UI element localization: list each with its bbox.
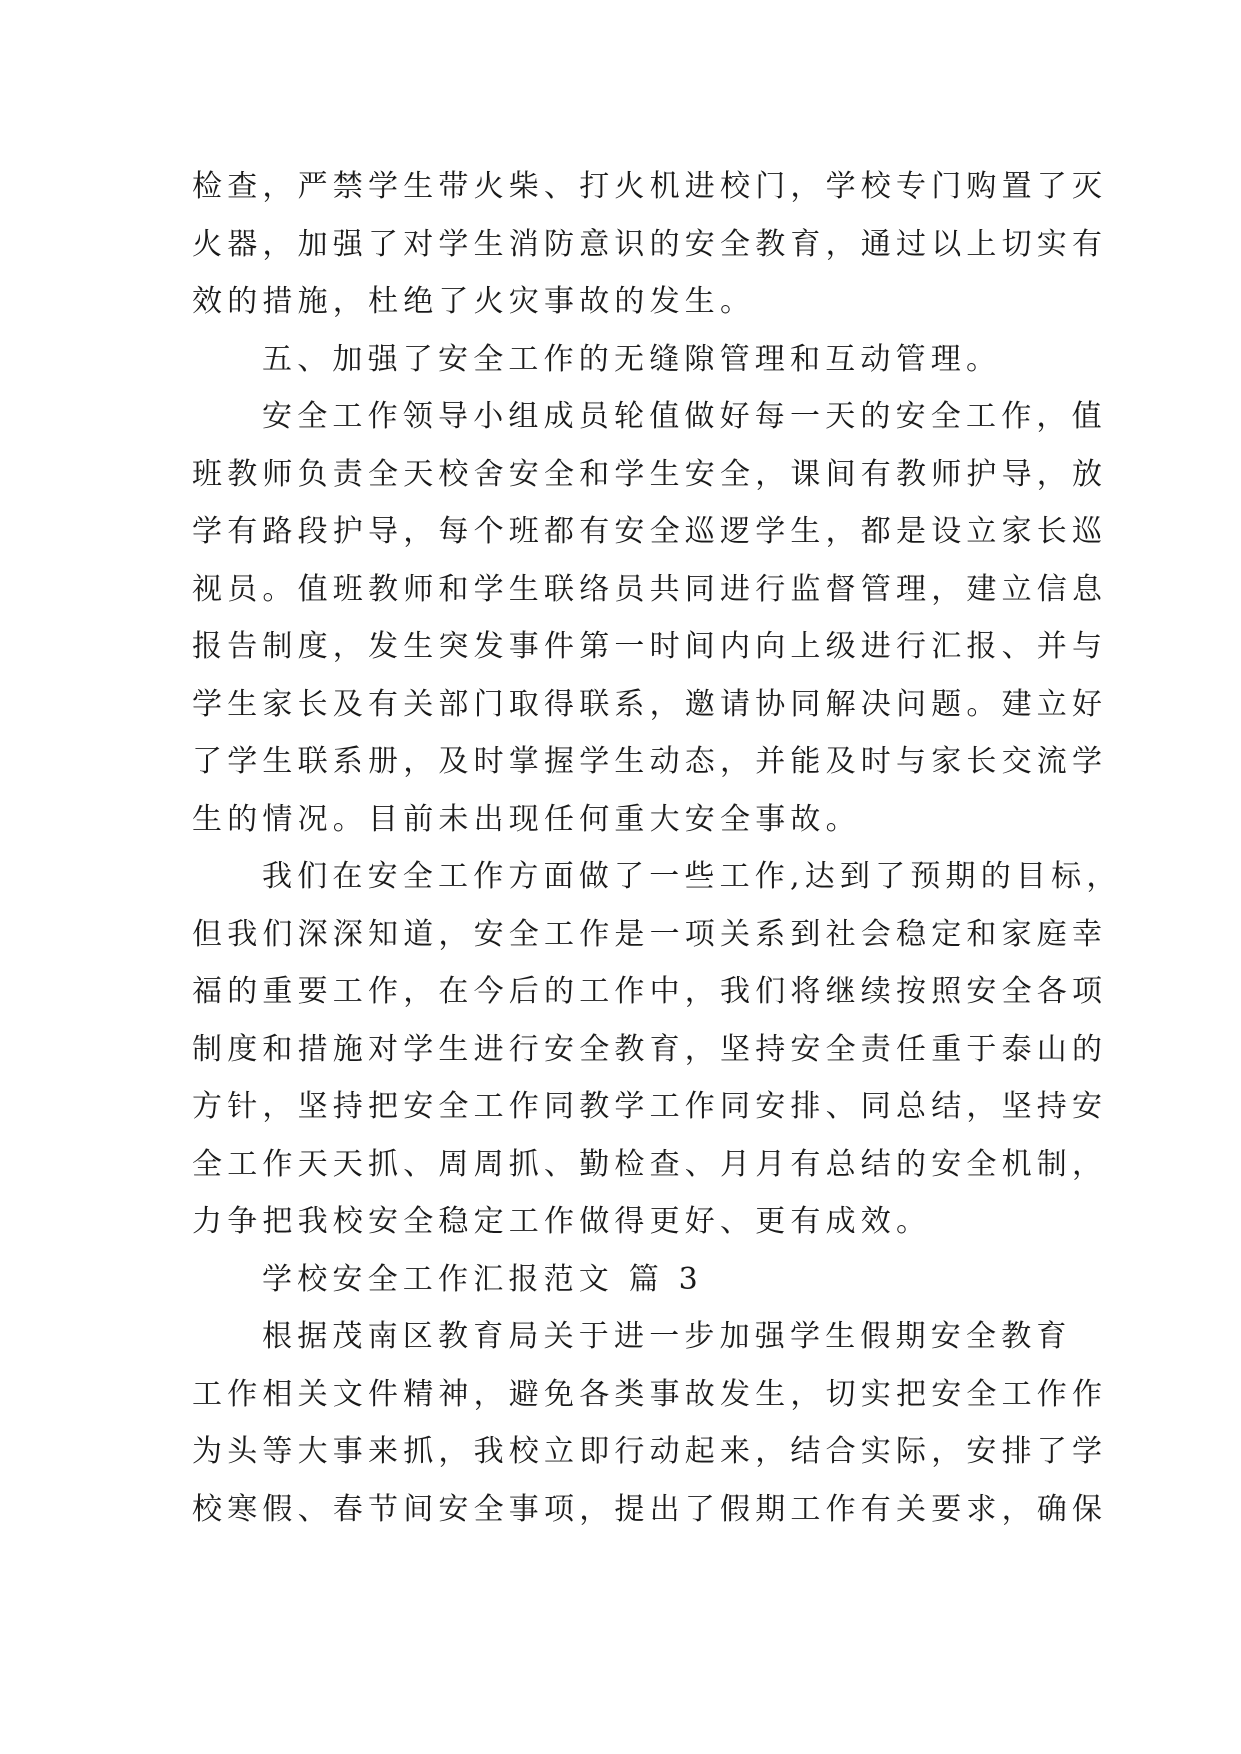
- text-line: 视员。值班教师和学生联络员共同进行监督管理，建立信息: [192, 571, 1108, 607]
- text-line: 方针，坚持把安全工作同教学工作同安排、同总结，坚持安: [192, 1089, 1108, 1124]
- article-title: 学校安全工作汇报范文 篇 3: [262, 1261, 703, 1297]
- text-line: 全工作天天抓、周周抓、勤检查、月月有总结的安全机制，: [192, 1146, 1108, 1182]
- text-line: 为头等大事来抓，我校立即行动起来，结合实际，安排了学: [192, 1434, 1108, 1469]
- text-line: 学有路段护导，每个班都有安全巡逻学生，都是设立家长巡: [192, 514, 1108, 549]
- text-line: 校寒假、春节间安全事项，提出了假期工作有关要求，确保: [192, 1491, 1108, 1527]
- text-line: 制度和措施对学生进行安全教育，坚持安全责任重于泰山的: [192, 1031, 1108, 1067]
- text-line: 火器，加强了对学生消防意识的安全教育，通过以上切实有: [192, 226, 1108, 262]
- text-line: 效的措施，杜绝了火灾事故的发生。: [192, 284, 756, 319]
- document-body: [192, 158, 1122, 1538]
- text-line: 班教师负责全天校舍安全和学生安全，课间有教师护导，放: [192, 456, 1108, 492]
- paragraph-first-line: 我们在安全工作方面做了一些工作,达到了预期的目标，: [262, 859, 1122, 894]
- text-line: 力争把我校安全稳定工作做得更好、更有成效。: [192, 1204, 932, 1239]
- text-line: 报告制度，发生突发事件第一时间内向上级进行汇报、并与: [192, 629, 1108, 664]
- text-line: 了学生联系册，及时掌握学生动态，并能及时与家长交流学: [192, 744, 1108, 779]
- text-line: 学生家长及有关部门取得联系，邀请协同解决问题。建立好: [192, 686, 1108, 722]
- paragraph-first-line: 安全工作领导小组成员轮值做好每一天的安全工作，值: [262, 399, 1107, 434]
- text-line: 检查，严禁学生带火柴、打火机进校门，学校专门购置了灭: [192, 169, 1108, 204]
- section-heading: 五、加强了安全工作的无缝隙管理和互动管理。: [262, 341, 1002, 377]
- text-line: 生的情况。目前未出现任何重大安全事故。: [192, 801, 861, 837]
- text-line: 工作相关文件精神，避免各类事故发生，切实把安全工作作: [192, 1376, 1108, 1412]
- text-line: 福的重要工作，在今后的工作中，我们将继续按照安全各项: [192, 974, 1108, 1009]
- paragraph-first-line: 根据茂南区教育局关于进一步加强学生假期安全教育: [262, 1319, 1072, 1354]
- text-line: 但我们深深知道，安全工作是一项关系到社会稳定和家庭幸: [192, 916, 1108, 952]
